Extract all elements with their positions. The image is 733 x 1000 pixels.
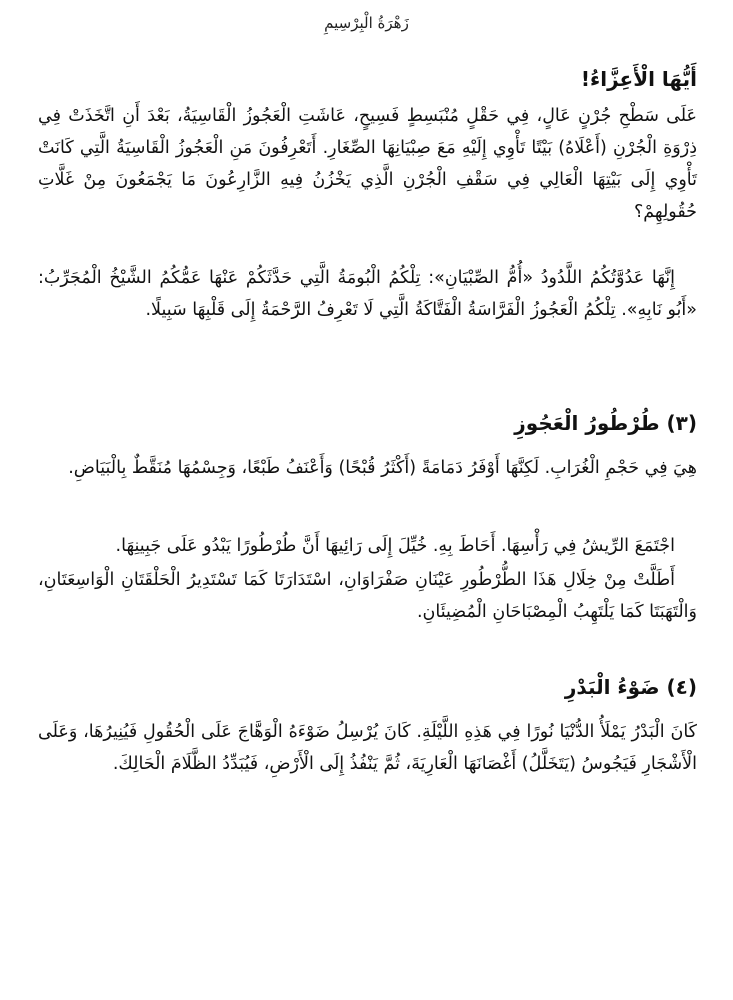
section-heading: (٤) ضَوْءُ الْبَدْرِ: [564, 675, 697, 699]
section-paragraph: كَانَ الْبَدْرُ يَمْلَأُ الدُّنْيَا نُورًا فِي هَذِهِ اللَّيْلَةِ. كَانَ يُرْسِلُ ضَوْءَهُ الْوَهَّاجَ عَلَى الْحُقُولِ فَيُنِيرُهَا، وَعَلَى الْأَشْجَارِ فَيَجُوسُ (يَتَخَلَّلُ) أَغْصَانَهَا الْعَارِيَةَ، ثُمَّ يَنْفُذُ إِلَى الْأَرْضِ، فَيُبَدِّدُ الظَّلَامَ الْحَالِكَ.: [38, 722, 697, 774]
intro-heading: أَيُّهَا الْأَعِزَّاءُ!: [580, 67, 697, 91]
section-paragraph: أَطَلَّتْ مِنْ خِلَالِ هَذَا الطُّرْطُورِ عَيْنَانِ صَفْرَاوَانِ، اسْتَدَارَتَا كَمَا تَسْتَدِيرُ الْحَلْقَتَانِ الْوَاسِعَتَانِ، وَالْتَهَبَتَا كَمَا يَلْتَهِبُ الْمِصْبَاحَانِ الْمُضِيئَانِ.: [38, 570, 697, 622]
running-head: زَهْرَةُ الْبِرْسِيمِ: [324, 14, 409, 32]
intro-paragraph: عَلَى سَطْحِ جُرْنٍ عَالٍ، فِي حَقْلٍ مُنْبَسِطٍ فَسِيحٍ، عَاشَتِ الْعَجُوزُ الْقَاسِيَةُ، بَعْدَ أَنِ اتَّخَذَتْ فِي ذِرْوَةِ الْجُرْنِ (أَعْلَاهُ) بَيْتًا تَأْوِي إِلَيْهِ مَعَ صِبْيَانِهَا الصِّغَارِ. أَتَعْرِفُونَ مَنِ الْعَجُوزُ الْقَاسِيَةُ الَّتِي كَانَتْ تَأْوِي إِلَى بَيْتِهَا الْعَالِي فِي سَقْفِ الْجُرْنِ الَّذِي يَخْزُنُ فِيهِ الزَّارِعُونَ مَا يَجْمَعُونَ مِنْ غَلَّاتِ حُقُولِهِمْ؟: [38, 106, 697, 222]
section-paragraph: اجْتَمَعَ الرِّيشُ فِي رَأْسِهَا. أَحَاطَ بِهِ. خُيِّلَ إِلَى رَائِيهَا أَنَّ طُرْطُورًا يَبْدُو عَلَى جَبِينِهَا.: [115, 536, 675, 556]
intro-paragraph: إِنَّهَا عَدُوَّتُكُمُ اللَّدُودُ «أُمُّ الصِّبْيَانِ»: تِلْكُمُ الْبُومَةُ الَّتِي حَدَّثَكُمْ عَنْهَا عَمُّكُمُ الشَّيْخُ الْمُجَرِّبُ: «أَبُو نَابِهِ». تِلْكُمُ الْعَجُوزُ الْفَرَّاسَةُ الْفَتَّاكَةُ الَّتِي لَا تَعْرِفُ الرَّحْمَةُ إِلَى قَلْبِهَا سَبِيلًا.: [38, 268, 697, 320]
section-heading: (٣) طُرْطُورُ الْعَجُوزِ: [514, 411, 697, 435]
section-paragraph: هِيَ فِي حَجْمِ الْغُرَابِ. لَكِنَّهَا أَوْفَرُ دَمَامَةً (أَكْثَرُ قُبْحًا) وَأَعْنَفُ طَبْعًا، وَجِسْمُهَا مُنَقَّطٌ بِالْبَيَاضِ.: [68, 458, 697, 478]
